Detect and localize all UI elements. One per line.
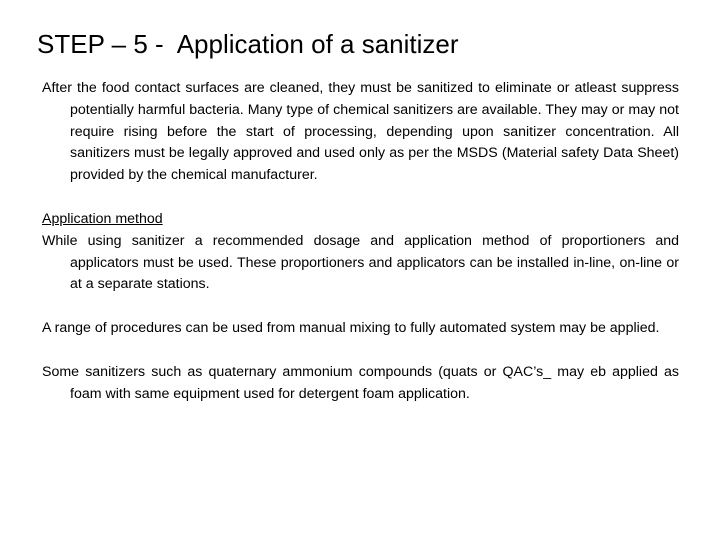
slide-title: STEP – 5 - Application of a sanitizer [37, 29, 459, 59]
spacer [42, 296, 679, 318]
application-method-heading: Application method [42, 210, 163, 227]
foam-paragraph: Some sanitizers such as quaternary ammonium compounds (quats or QAC’s_ may eb applied as foam with same equipment used for detergent foam application. [42, 363, 679, 402]
procedures-paragraph: A range of procedures can be used from manual mixing to fully automated system may be applied. [42, 320, 660, 337]
intro-paragraph: After the food contact surfaces are cleaned, they must be sanitized to eliminate or atleast suppress potentially harmful bacteria. Many type of chemical sanitizers are available. They may or may not require rising before the start of processing, depending upon sanitizer concentration. All sanitizers must be legally approved and used only as per the MSDS (Material safety Data Sheet) provided by the chemical manufacturer. [42, 80, 679, 184]
spacer [42, 340, 679, 362]
application-method-paragraph: While using sanitizer a recommended dosage and application method of proportioners and applicators must be used. These proportioners and applicators can be installed in-line, on-line or at a separate stations. [42, 232, 679, 293]
spacer [42, 187, 679, 209]
slide-body [42, 78, 679, 406]
